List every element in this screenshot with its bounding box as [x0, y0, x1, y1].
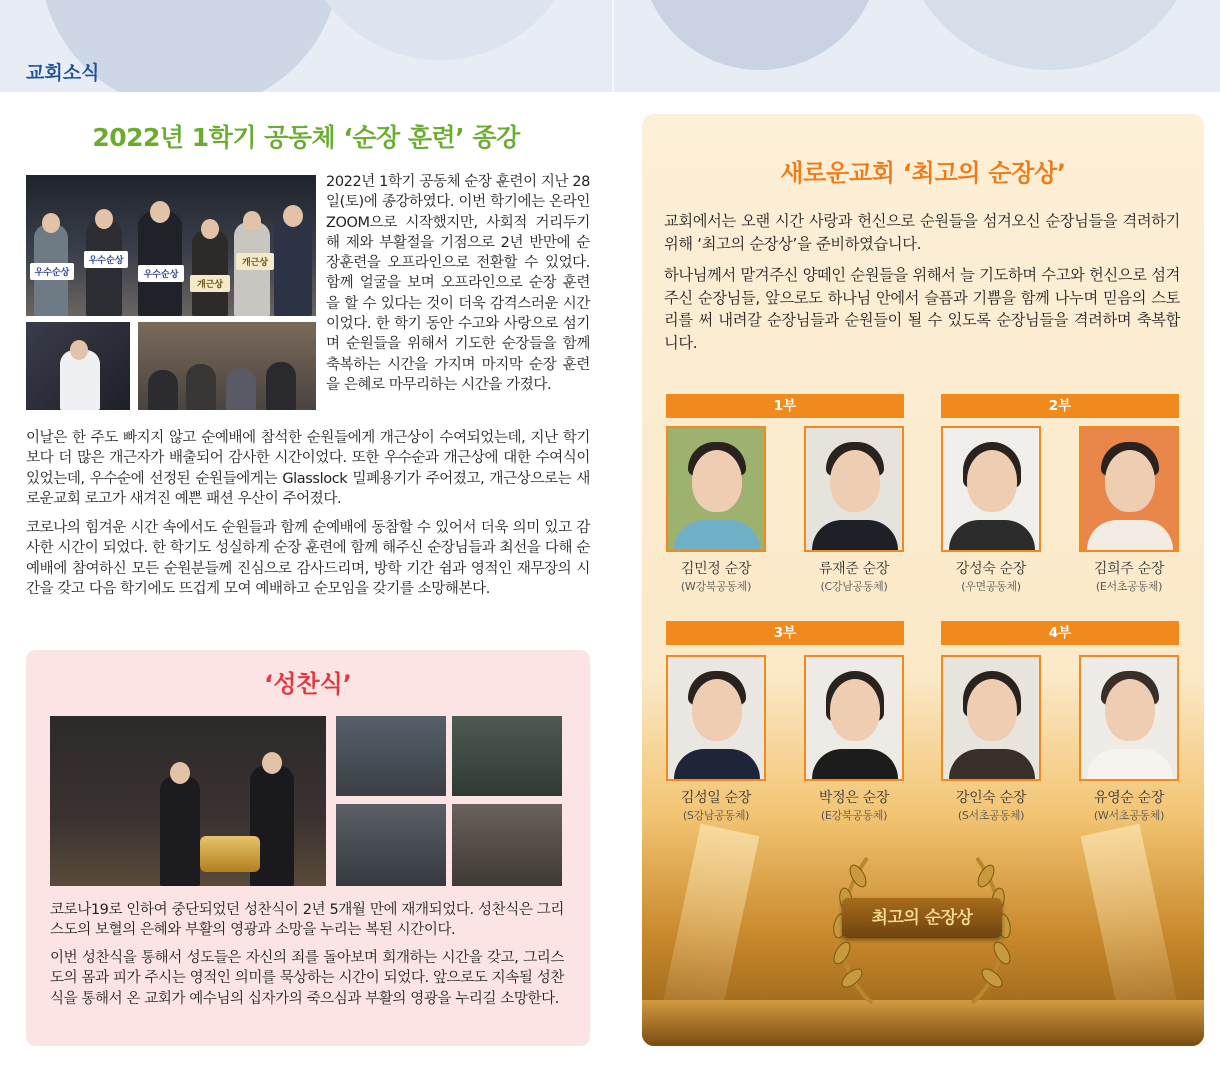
- award-sign: 우수순상: [84, 251, 128, 268]
- leader-name: 박정은 순장: [818, 790, 890, 806]
- part-label: 1부: [666, 394, 904, 418]
- trophy-plaque: 최고의 순장상: [842, 898, 1002, 938]
- communion-paragraph: 코로나19로 인하여 중단되었던 성찬식이 2년 5개월 만에 재개되었다. 성찬식은 그리스도의 보혈의 은혜와 부활의 영광과 소망을 누리는 복된 시간이다.: [50, 902, 564, 939]
- portrait-face: [967, 679, 1017, 741]
- portrait-face: [830, 450, 880, 512]
- portrait-photo: [941, 426, 1041, 552]
- person-head: [262, 752, 282, 774]
- portrait-body: [812, 749, 898, 781]
- part-label: 4부: [941, 621, 1179, 645]
- portrait-face: [967, 450, 1017, 512]
- section-label: 교회소식: [26, 62, 100, 84]
- award-sign: 우수순상: [30, 263, 74, 280]
- leader-group: (우면공동체): [961, 580, 1021, 593]
- leader-group: (S강남공동체): [682, 809, 750, 822]
- person-head: [170, 762, 190, 784]
- leader-group: (C강남공동체): [820, 580, 888, 593]
- award-sign: 개근상: [236, 253, 274, 270]
- leader-group: (S서초공동체): [957, 809, 1025, 822]
- intro-paragraph: 2022년 1학기 공동체 순장 훈련이 지난 28일(토)에 종강하였다. 이번 학기에는 온라인 ZOOM으로 시작했지만, 사회적 거리두기 해 제와 부활절을 기점으로 2년 반만에 순장훈련을 오프라인으로 전환할 수 있었다. 함께 얼굴을 보며 오프라인으로 순장 훈련을 할 수 있다는 것이 더욱 감격스러운 시간이었다. 한 학기 동안 수고와 사랑으로 섬기며 순원들을 위해서 기도한 순장들을 함께 축복하는 시간을 가지며 마지막 순장 훈련을 은혜로 마무리하는 시간을 가졌다.: [326, 174, 590, 393]
- person-figure: [192, 230, 228, 316]
- person-figure: [86, 220, 122, 316]
- part-label: 3부: [666, 621, 904, 645]
- page-fold: [612, 0, 614, 92]
- award-paragraph: 교회에서는 오랜 시간 사랑과 헌신으로 순원들을 섬겨오신 순장님들을 격려하기 위해 ‘최고의 순장상’을 준비하였습니다.: [664, 212, 1180, 253]
- leader-group: (W강북공동체): [680, 580, 752, 593]
- portrait-body: [1087, 520, 1173, 552]
- decorative-circle: [900, 0, 1200, 70]
- person-figure: [148, 370, 178, 410]
- decorative-circle: [640, 0, 880, 70]
- person-head: [243, 211, 261, 231]
- leader-name: 김희주 순장: [1093, 561, 1165, 577]
- portrait-face: [1105, 450, 1155, 512]
- leader-group: (W서초공동체): [1093, 809, 1165, 822]
- leader-group: (E서초공동체): [1095, 580, 1163, 593]
- header-band: [0, 0, 1220, 92]
- person-head: [70, 340, 88, 360]
- speaker-photo: [26, 322, 130, 410]
- award-sign: 개근상: [190, 275, 230, 292]
- portrait-photo: [1079, 655, 1179, 781]
- leader-name: 김성일 순장: [680, 790, 752, 806]
- person-head: [95, 209, 113, 229]
- person-figure: [274, 216, 312, 316]
- portrait-photo: [666, 655, 766, 781]
- person-head: [283, 205, 303, 227]
- portrait-body: [949, 520, 1035, 552]
- leader-name: 류재준 순장: [818, 561, 890, 577]
- audience-photo: [138, 322, 316, 410]
- person-head: [42, 213, 60, 233]
- person-head: [201, 219, 219, 239]
- leader-name: 유영순 순장: [1093, 790, 1165, 806]
- portrait-body: [674, 520, 760, 552]
- congregation-photo: [452, 716, 562, 796]
- decorative-circle: [300, 0, 580, 60]
- body-paragraph: 코로나의 힘겨운 시간 속에서도 순원들과 함께 순예배에 동참할 수 있어서 더욱 의미 있고 감사한 시간이 되었다. 한 학기도 성실하게 순장 훈련에 함께 해주신 순장님들과 최선을 다해 순예배에 참여하신 모든 순원분들께 진심으로 감사드리며, 방학 기간 쉼과 영적인 재무장의 시간을 갖고 다음 학기에도 뜨겁게 모여 예배하고 순모임을 갖기를 소망해본다.: [26, 520, 590, 597]
- portrait-body: [949, 749, 1035, 781]
- congregation-photo: [336, 804, 446, 886]
- portrait-photo: [804, 426, 904, 552]
- leader-name: 강인숙 순장: [955, 790, 1027, 806]
- portrait-face: [830, 679, 880, 741]
- communion-tray: [200, 836, 260, 872]
- congregation-photo: [452, 804, 562, 886]
- person-head: [150, 201, 170, 223]
- person-figure: [226, 368, 256, 410]
- portrait-body: [674, 749, 760, 781]
- part-label: 2부: [941, 394, 1179, 418]
- person-figure: [160, 776, 200, 886]
- communion-main-photo: [50, 716, 326, 886]
- portrait-face: [1105, 679, 1155, 741]
- award-ceremony-photo: [26, 175, 316, 316]
- portrait-photo: [1079, 426, 1179, 552]
- portrait-photo: [941, 655, 1041, 781]
- portrait-photo: [804, 655, 904, 781]
- article-title: 2022년 1학기 공동체 ‘순장 훈련’ 종강: [92, 123, 520, 152]
- person-figure: [266, 362, 296, 410]
- portrait-body: [1087, 749, 1173, 781]
- body-paragraph: 이날은 한 주도 빠지지 않고 순예배에 참석한 순원들에게 개근상이 수여되었는데, 지난 학기보다 더 많은 개근자가 배출되어 감사한 시간이었다. 또한 우수순과 개근상에 대한 수여식이 있었는데, 우수순에 선정된 순원들에게는 Glasslock 밀폐용기가 주어졌고, 개근상으로는 새로운교회 로고가 새겨진 예쁜 패션 우산이 주어졌다.: [26, 430, 590, 507]
- portrait-face: [692, 679, 742, 741]
- communion-paragraph: 이번 성찬식을 통해서 성도들은 자신의 죄를 돌아보며 회개하는 시간을 갖고, 그리스도의 몸과 피가 주시는 영적인 의미를 묵상하는 시간이 되었다. 앞으로도 지속될 성찬식을 통해서 온 교회가 예수님의 십자가의 죽으심과 부활의 영광을 누리길 소망한다.: [50, 950, 564, 1007]
- portrait-face: [692, 450, 742, 512]
- portrait-photo: [666, 426, 766, 552]
- award-title: 새로운교회 ‘최고의 순장상’: [780, 159, 1066, 187]
- communion-title: ‘성찬식’: [264, 670, 352, 698]
- award-paragraph: 하나님께서 맡겨주신 양떼인 순원들을 위해서 늘 기도하며 수고와 헌신으로 섬겨주신 순장님들, 앞으로도 하나님 안에서 슬픔과 기쁨을 함께 나누며 믿음의 스토리를 써 내려갈 순장님들과 순원들이 될 수 있도록 순장님들을 격려하며 축복합니다.: [664, 266, 1180, 352]
- award-sign: 우수순상: [138, 265, 184, 282]
- leader-name: 김민정 순장: [680, 561, 752, 577]
- congregation-photo: [336, 716, 446, 796]
- leader-group: (E강북공동체): [820, 809, 888, 822]
- person-figure: [186, 364, 216, 410]
- person-figure: [138, 212, 182, 316]
- leader-name: 강성숙 순장: [955, 561, 1027, 577]
- portrait-body: [812, 520, 898, 552]
